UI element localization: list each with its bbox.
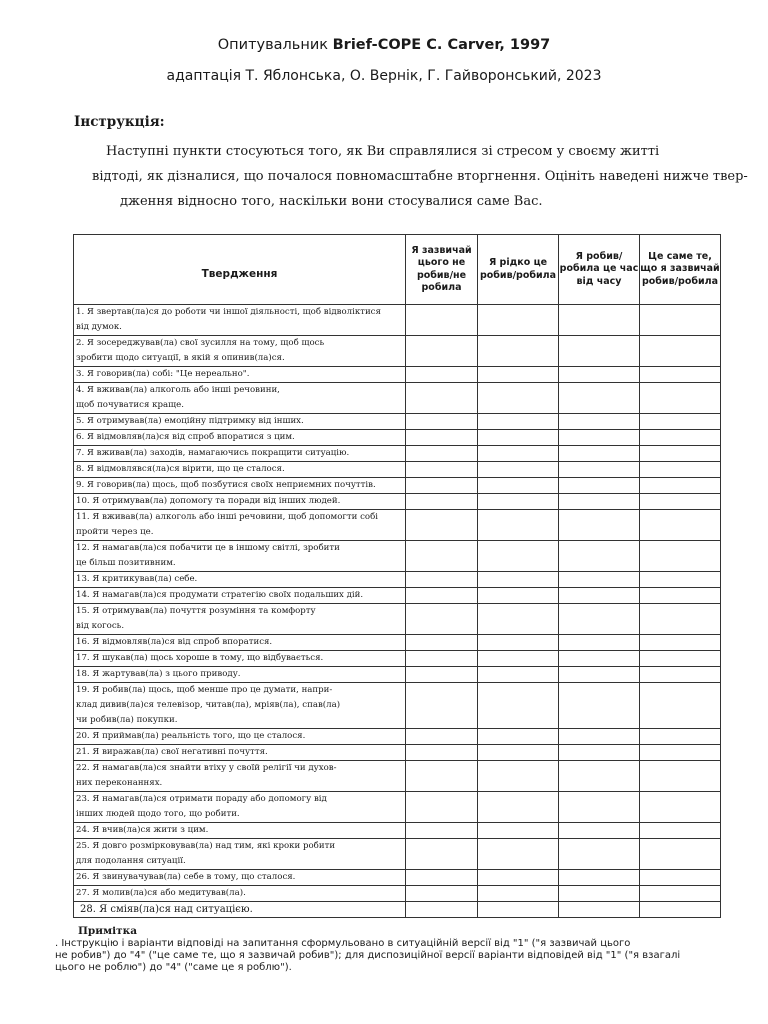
statement-text: клад дивив(ла)ся телевізор, читав(ла), мріяв(ла), спав(ла) — [76, 700, 341, 710]
answer-cell-option-1[interactable] — [406, 541, 478, 572]
table-row — [74, 572, 721, 588]
answer-cell-option-4[interactable] — [640, 761, 721, 792]
statement-cell — [74, 902, 406, 918]
statement-cell — [74, 870, 406, 886]
statement-cell — [74, 886, 406, 902]
table-row — [74, 667, 721, 683]
answer-cell-option-4[interactable] — [640, 745, 721, 761]
answer-cell-option-2[interactable] — [478, 336, 559, 367]
answer-cell-option-4[interactable] — [640, 305, 721, 336]
statement-cell — [74, 604, 406, 635]
adaptation-line: адаптація Т. Яблонська, О. Вернік, Г. Гайворонський, 2023 — [166, 68, 602, 84]
header-option-1: Я зазвичай цього не робив/не робила — [406, 235, 478, 305]
statement-cell — [74, 683, 406, 729]
table-row — [74, 478, 721, 494]
answer-cell-option-1[interactable] — [406, 823, 478, 839]
statement-text: від думок. — [76, 322, 122, 332]
answer-cell-option-3[interactable] — [559, 635, 640, 651]
answer-cell-option-3[interactable] — [559, 462, 640, 478]
statement-text: щоб почуватися краще. — [76, 400, 184, 410]
answer-cell-option-1[interactable] — [406, 478, 478, 494]
table-row — [74, 336, 721, 367]
answer-cell-option-4[interactable] — [640, 383, 721, 414]
answer-cell-option-2[interactable] — [478, 462, 559, 478]
statement-cell — [74, 651, 406, 667]
instruction-label: Інструкція: — [74, 114, 165, 130]
answer-cell-option-3[interactable] — [559, 870, 640, 886]
statement-cell — [74, 414, 406, 430]
table-row — [74, 761, 721, 792]
answer-cell-option-3[interactable] — [559, 792, 640, 823]
table-row — [74, 541, 721, 572]
answer-cell-option-3[interactable] — [559, 510, 640, 541]
statement-text: 3. Я говорив(ла) собі: "Це нереально". — [76, 369, 250, 379]
answer-cell-option-3[interactable] — [559, 478, 640, 494]
statement-text: 18. Я жартував(ла) з цього приводу. — [76, 669, 241, 679]
table-row — [74, 414, 721, 430]
answer-cell-option-2[interactable] — [478, 446, 559, 462]
answer-cell-option-4[interactable] — [640, 729, 721, 745]
answer-cell-option-1[interactable] — [406, 683, 478, 729]
statement-text: зробити щодо ситуації, в якій я опинив(ла)ся. — [76, 353, 285, 363]
answer-cell-option-4[interactable] — [640, 494, 721, 510]
answer-cell-option-4[interactable] — [640, 651, 721, 667]
header-option-3: Я робив/робила це час від часу — [559, 235, 640, 305]
statement-text: 27. Я молив(ла)ся або медитував(ла). — [76, 888, 246, 898]
statement-text: від когось. — [76, 621, 125, 631]
answer-cell-option-1[interactable] — [406, 886, 478, 902]
statement-cell — [74, 478, 406, 494]
answer-cell-option-2[interactable] — [478, 305, 559, 336]
answer-cell-option-3[interactable] — [559, 729, 640, 745]
statement-text: 9. Я говорив(ла) щось, щоб позбутися своїх неприємних почуттів. — [76, 480, 376, 490]
statement-text: 4. Я вживав(ла) алкоголь або інші речовини, — [76, 385, 280, 395]
statement-text: 2. Я зосереджував(ла) свої зусилля на тому, щоб щось — [76, 338, 325, 348]
answer-cell-option-2[interactable] — [478, 604, 559, 635]
table-row — [74, 604, 721, 635]
answer-cell-option-2[interactable] — [478, 870, 559, 886]
title-bold: Brief-COPE C. Carver, 1997 — [332, 37, 551, 53]
statement-text: 25. Я довго розмірковував(ла) над тим, які кроки робити — [76, 841, 336, 851]
answer-cell-option-1[interactable] — [406, 430, 478, 446]
answer-cell-option-3[interactable] — [559, 383, 640, 414]
statement-cell — [74, 839, 406, 870]
answer-cell-option-4[interactable] — [640, 541, 721, 572]
answer-cell-option-4[interactable] — [640, 446, 721, 462]
statement-text: 12. Я намагав(ла)ся побачити це в іншому світлі, зробити — [76, 543, 340, 553]
statement-cell — [74, 572, 406, 588]
table-row — [74, 635, 721, 651]
note-line-1: . Інструкцію і варіанти відповіді на запитання сформульовано в ситуаційній версії від "1" ("я зазвичай цього — [55, 938, 631, 949]
answer-cell-option-2[interactable] — [478, 683, 559, 729]
table-row — [74, 494, 721, 510]
answer-cell-option-2[interactable] — [478, 886, 559, 902]
answer-cell-option-1[interactable] — [406, 902, 478, 918]
answer-cell-option-3[interactable] — [559, 414, 640, 430]
header-statement: Твердження — [74, 235, 406, 305]
answer-cell-option-1[interactable] — [406, 414, 478, 430]
statement-cell — [74, 792, 406, 823]
statement-cell — [74, 588, 406, 604]
answer-cell-option-4[interactable] — [640, 478, 721, 494]
answer-cell-option-2[interactable] — [478, 367, 559, 383]
statement-cell — [74, 494, 406, 510]
answer-cell-option-2[interactable] — [478, 588, 559, 604]
answer-cell-option-3[interactable] — [559, 588, 640, 604]
statement-cell — [74, 761, 406, 792]
answer-cell-option-2[interactable] — [478, 792, 559, 823]
table-row — [74, 839, 721, 870]
answer-cell-option-3[interactable] — [559, 336, 640, 367]
answer-cell-option-1[interactable] — [406, 792, 478, 823]
answer-cell-option-2[interactable] — [478, 651, 559, 667]
statement-text: 1. Я звертав(ла)ся до роботи чи іншої діяльності, щоб відволіктися — [76, 307, 381, 317]
answer-cell-option-4[interactable] — [640, 667, 721, 683]
answer-cell-option-3[interactable] — [559, 839, 640, 870]
statement-text: 10. Я отримував(ла) допомогу та поради від інших людей. — [76, 496, 341, 506]
answer-cell-option-1[interactable] — [406, 651, 478, 667]
answer-cell-option-2[interactable] — [478, 729, 559, 745]
answer-cell-option-4[interactable] — [640, 462, 721, 478]
answer-cell-option-1[interactable] — [406, 604, 478, 635]
table-row — [74, 462, 721, 478]
statement-text: 19. Я робив(ла) щось, щоб менше про це думати, напри- — [76, 685, 333, 695]
answer-cell-option-3[interactable] — [559, 683, 640, 729]
answer-cell-option-4[interactable] — [640, 430, 721, 446]
statement-cell — [74, 823, 406, 839]
instruction-line-1: Наступні пункти стосуються того, як Ви справлялися зі стресом у своєму житті — [106, 144, 660, 159]
answer-cell-option-3[interactable] — [559, 604, 640, 635]
answer-cell-option-2[interactable] — [478, 902, 559, 918]
statement-text: 6. Я відмовляв(ла)ся від спроб впоратися з цим. — [76, 432, 295, 442]
answer-cell-option-1[interactable] — [406, 635, 478, 651]
table-row — [74, 367, 721, 383]
table-row — [74, 729, 721, 745]
table-header-row — [74, 235, 721, 305]
answer-cell-option-1[interactable] — [406, 446, 478, 462]
statement-text: пройти через це. — [76, 527, 154, 537]
answer-cell-option-2[interactable] — [478, 572, 559, 588]
answer-cell-option-4[interactable] — [640, 683, 721, 729]
answer-cell-option-2[interactable] — [478, 494, 559, 510]
statement-cell — [74, 541, 406, 572]
answer-cell-option-1[interactable] — [406, 367, 478, 383]
answer-cell-option-3[interactable] — [559, 902, 640, 918]
questionnaire-title — [0, 37, 768, 53]
note-line-2: не робив") до "4" ("це саме те, що я зазвичай робив"); для диспозиційної версії варіанти відповідей від "1" ("я взагалі — [55, 950, 681, 961]
note-heading: Примітка — [78, 925, 138, 937]
statement-text: 24. Я вчив(ла)ся жити з цим. — [76, 825, 209, 835]
answer-cell-option-3[interactable] — [559, 494, 640, 510]
answer-cell-option-1[interactable] — [406, 510, 478, 541]
statement-text: 26. Я звинувачував(ла) себе в тому, що сталося. — [76, 872, 296, 882]
statement-text: для подолання ситуації. — [76, 856, 186, 866]
answer-cell-option-4[interactable] — [640, 792, 721, 823]
answer-cell-option-4[interactable] — [640, 510, 721, 541]
statement-text: 23. Я намагав(ла)ся отримати пораду або допомогу від — [76, 794, 327, 804]
statement-text: 13. Я критикував(ла) себе. — [76, 574, 198, 584]
statement-text: інших людей щодо того, що робити. — [76, 809, 240, 819]
statement-cell — [74, 745, 406, 761]
answer-cell-option-3[interactable] — [559, 745, 640, 761]
answer-cell-option-3[interactable] — [559, 886, 640, 902]
answer-cell-option-1[interactable] — [406, 870, 478, 886]
table-row — [74, 683, 721, 729]
table-row — [74, 588, 721, 604]
answer-cell-option-4[interactable] — [640, 886, 721, 902]
instruction-line-3: дження відносно того, наскільки вони стосувалися саме Вас. — [120, 194, 543, 209]
table-row — [74, 886, 721, 902]
answer-cell-option-3[interactable] — [559, 430, 640, 446]
answer-cell-option-1[interactable] — [406, 305, 478, 336]
table-row — [74, 823, 721, 839]
statement-text: це більш позитивним. — [76, 558, 176, 568]
table-row — [74, 651, 721, 667]
table-row — [74, 792, 721, 823]
statement-cell — [74, 305, 406, 336]
answer-cell-option-4[interactable] — [640, 635, 721, 651]
table-row — [74, 305, 721, 336]
answer-cell-option-4[interactable] — [640, 604, 721, 635]
statement-text: 20. Я приймав(ла) реальність того, що це сталося. — [76, 731, 306, 741]
table-row — [74, 510, 721, 541]
answer-cell-option-4[interactable] — [640, 336, 721, 367]
table-row — [74, 430, 721, 446]
statement-text: них переконаннях. — [76, 778, 163, 788]
statement-cell — [74, 462, 406, 478]
answer-cell-option-3[interactable] — [559, 823, 640, 839]
statement-text: 5. Я отримував(ла) емоційну підтримку від інших. — [76, 416, 304, 426]
statement-text: 15. Я отримував(ла) почуття розуміння та комфорту — [76, 606, 316, 616]
answer-cell-option-3[interactable] — [559, 305, 640, 336]
answer-cell-option-1[interactable] — [406, 839, 478, 870]
answer-cell-option-1[interactable] — [406, 729, 478, 745]
statement-cell — [74, 510, 406, 541]
answer-cell-option-4[interactable] — [640, 572, 721, 588]
answer-cell-option-4[interactable] — [640, 414, 721, 430]
statement-cell — [74, 430, 406, 446]
answer-cell-option-3[interactable] — [559, 446, 640, 462]
statement-cell — [74, 446, 406, 462]
statement-text: 7. Я вживав(ла) заходів, намагаючись покращити ситуацію. — [76, 448, 350, 458]
answer-cell-option-2[interactable] — [478, 414, 559, 430]
statement-cell — [74, 667, 406, 683]
table-row — [74, 745, 721, 761]
answer-cell-option-2[interactable] — [478, 761, 559, 792]
answer-cell-option-4[interactable] — [640, 588, 721, 604]
title-prefix: Опитувальник — [217, 37, 333, 53]
answer-cell-option-1[interactable] — [406, 667, 478, 683]
answer-cell-option-2[interactable] — [478, 823, 559, 839]
statement-text: 8. Я відмовлявся(ла)ся вірити, що це сталося. — [76, 464, 285, 474]
answer-cell-option-1[interactable] — [406, 745, 478, 761]
answer-cell-option-2[interactable] — [478, 541, 559, 572]
answer-cell-option-1[interactable] — [406, 462, 478, 478]
answer-cell-option-1[interactable] — [406, 572, 478, 588]
answer-cell-option-4[interactable] — [640, 902, 721, 918]
answer-cell-option-2[interactable] — [478, 745, 559, 761]
answer-cell-option-1[interactable] — [406, 494, 478, 510]
answer-cell-option-3[interactable] — [559, 651, 640, 667]
instruction-line-2: відтоді, як дізналися, що почалося повномасштабне вторгнення. Оцініть наведені нижче твер- — [92, 169, 748, 184]
answer-cell-option-2[interactable] — [478, 667, 559, 683]
statement-text: 16. Я відмовляв(ла)ся від спроб впоратися. — [76, 637, 273, 647]
statement-text: 17. Я шукав(ла) щось хороше в тому, що відбувається. — [76, 653, 324, 663]
answer-cell-option-1[interactable] — [406, 383, 478, 414]
answer-cell-option-2[interactable] — [478, 839, 559, 870]
answer-cell-option-4[interactable] — [640, 823, 721, 839]
table-row — [74, 446, 721, 462]
statement-text: 14. Я намагав(ла)ся продумати стратегію своїх подальших дій. — [76, 590, 364, 600]
answer-cell-option-1[interactable] — [406, 588, 478, 604]
statement-text: 11. Я вживав(ла) алкоголь або інші речовини, щоб допомогти собі — [76, 512, 379, 522]
answer-cell-option-3[interactable] — [559, 761, 640, 792]
answer-cell-option-4[interactable] — [640, 870, 721, 886]
questionnaire-table — [73, 234, 721, 918]
header-option-2: Я рідко це робив/робила — [478, 235, 559, 305]
answer-cell-option-2[interactable] — [478, 635, 559, 651]
answer-cell-option-1[interactable] — [406, 761, 478, 792]
table-row — [74, 870, 721, 886]
statement-cell — [74, 635, 406, 651]
statement-cell — [74, 729, 406, 745]
answer-cell-option-4[interactable] — [640, 367, 721, 383]
answer-cell-option-2[interactable] — [478, 430, 559, 446]
answer-cell-option-3[interactable] — [559, 541, 640, 572]
answer-cell-option-4[interactable] — [640, 839, 721, 870]
statement-cell — [74, 383, 406, 414]
answer-cell-option-2[interactable] — [478, 478, 559, 494]
note-line-3: цього не роблю") до "4" ("саме це я роблю"). — [55, 962, 292, 973]
statement-text: 22. Я намагав(ла)ся знайти втіху у своїй релігії чи духов- — [76, 763, 337, 773]
statement-text: 28. Я сміяв(ла)ся над ситуацією. — [80, 904, 253, 915]
table-row — [74, 383, 721, 414]
answer-cell-option-2[interactable] — [478, 510, 559, 541]
answer-cell-option-3[interactable] — [559, 367, 640, 383]
statement-cell — [74, 336, 406, 367]
answer-cell-option-3[interactable] — [559, 667, 640, 683]
statement-cell — [74, 367, 406, 383]
statement-text: чи робив(ла) покупки. — [76, 715, 178, 725]
header-option-4: Це саме те, що я зазвичай робив/робила — [640, 235, 721, 305]
answer-cell-option-2[interactable] — [478, 383, 559, 414]
table-row — [74, 902, 721, 918]
answer-cell-option-3[interactable] — [559, 572, 640, 588]
statement-text: 21. Я виражав(ла) свої негативні почуття. — [76, 747, 268, 757]
answer-cell-option-1[interactable] — [406, 336, 478, 367]
